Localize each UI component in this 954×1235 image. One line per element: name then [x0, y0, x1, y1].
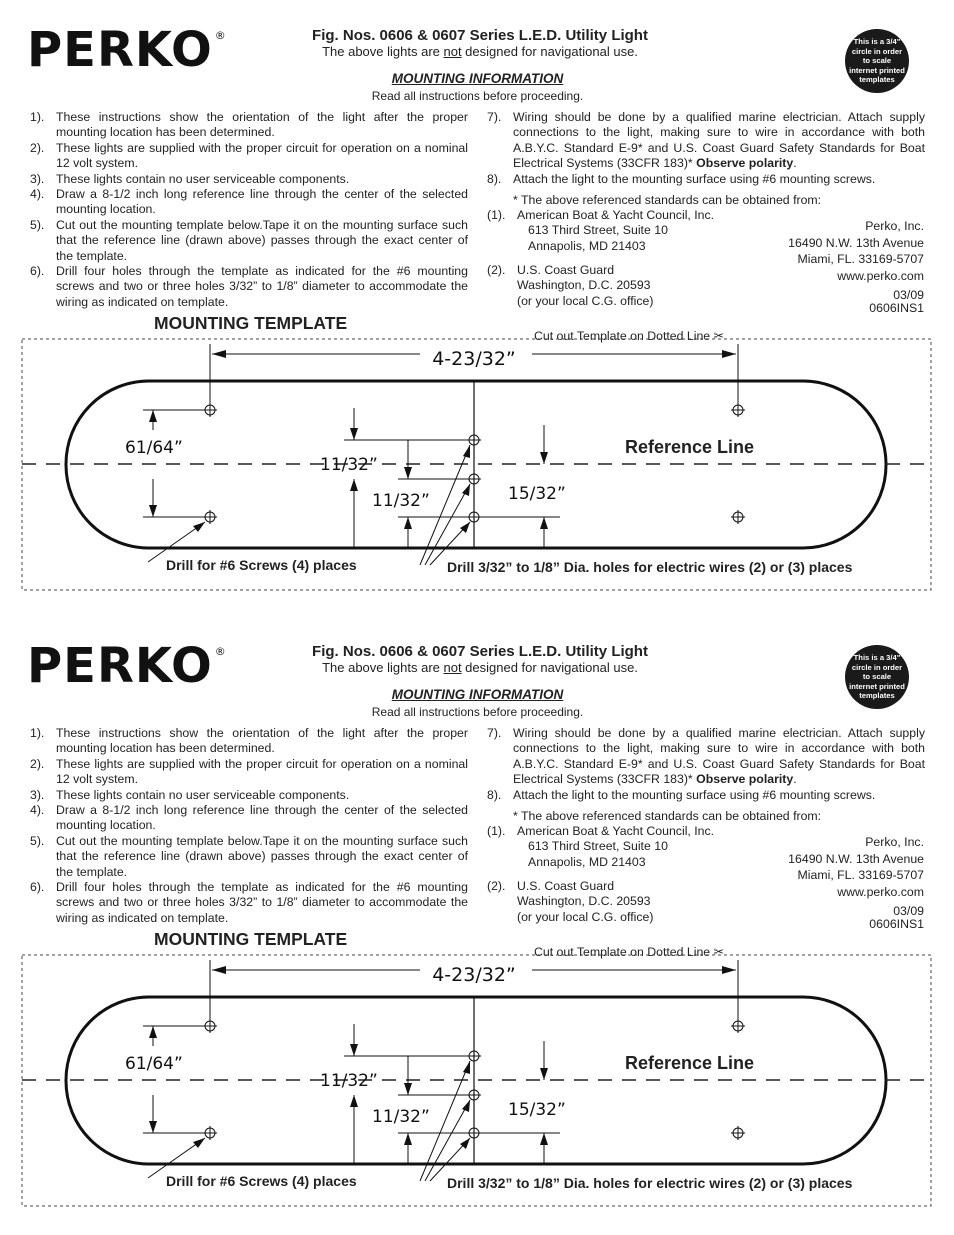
ref-abyc: (1). American Boat & Yacht Council, Inc. 613 Third Street, Suite 10 Annapolis, MD 21403	[487, 824, 715, 869]
instruction-item: 3). These lights contain no user serviceable components.	[30, 787, 350, 802]
dim-width: 4-23/32”	[432, 348, 516, 370]
dim-b: 11/32”	[372, 1107, 430, 1127]
mounting-template-drawing	[0, 616, 954, 1231]
mounting-template-drawing	[0, 0, 954, 615]
instruction-item: 2). These lights are supplied with the proper circuit for operation on a nominal 12 volt system.	[30, 140, 468, 171]
dim-a: 11/32”	[320, 455, 378, 475]
perko-logo: PERKO ®	[27, 22, 227, 78]
ref-uscg: (2). U.S. Coast Guard Washington, D.C. 20593 (or your local C.G. office)	[487, 263, 654, 308]
mounting-info-subtitle: Read all instructions before proceeding.	[371, 705, 584, 719]
ref-abyc: (1). American Boat & Yacht Council, Inc. 613 Third Street, Suite 10 Annapolis, MD 21403	[487, 208, 715, 253]
scale-circle: This is a 3/4" circle in order to scale internet printed templates	[845, 29, 909, 93]
dim-height: 61/64”	[125, 1054, 183, 1074]
dim-b: 11/32”	[372, 491, 430, 511]
mounting-template-title: MOUNTING TEMPLATE	[154, 313, 348, 333]
instruction-item: 8). Attach the light to the mounting surface using #6 mounting screws.	[487, 171, 876, 186]
scissors-icon: ✂	[713, 329, 724, 343]
dim-width: 4-23/32”	[432, 964, 516, 986]
instruction-sheet-bottom	[0, 616, 954, 1231]
dim-c: 15/32”	[508, 484, 566, 504]
instruction-item: 1). These instructions show the orientation of the light after the proper mounting location has been determined.	[30, 726, 468, 756]
instruction-sheet-top	[0, 0, 954, 615]
dim-a: 11/32”	[320, 1071, 378, 1091]
instruction-item: 5). Cut out the mounting template below.Tape it on the mounting surface such that the reference line (drawn above) passes through the exact center of the template.	[30, 217, 468, 263]
refs-note: * The above referenced standards can be obtained from:	[513, 193, 822, 207]
instruction-item: 8). Attach the light to the mounting surface using #6 mounting screws.	[487, 787, 876, 802]
scale-circle: This is a 3/4" circle in order to scale internet printed templates	[845, 645, 909, 709]
template-outline	[66, 997, 886, 1164]
cutout-label: Cut out Template on Dotted Line ✂	[534, 945, 724, 959]
mounting-info-title: MOUNTING INFORMATION	[391, 687, 564, 702]
mounting-info-subtitle: Read all instructions before proceeding.	[371, 89, 584, 103]
ref-uscg: (2). U.S. Coast Guard Washington, D.C. 20593 (or your local C.G. office)	[487, 879, 654, 924]
fig-subtitle: The above lights are not designed for navigational use.	[322, 44, 638, 59]
refs-note: * The above referenced standards can be obtained from:	[513, 809, 822, 823]
drill-wires-label: Drill 3/32” to 1/8” Dia. holes for electric wires (2) or (3) places	[447, 1175, 853, 1191]
fig-subtitle: The above lights are not designed for navigational use.	[322, 660, 638, 675]
drill-screws-label: Drill for #6 Screws (4) places	[166, 557, 357, 573]
scissors-icon: ✂	[713, 945, 724, 959]
instruction-item: 5). Cut out the mounting template below.Tape it on the mounting surface such that the reference line (drawn above) passes through the exact center of the template.	[30, 833, 468, 879]
instruction-item: 6). Drill four holes through the template as indicated for the #6 mounting screws and two or three holes 3/32” to 1/8” diameter to accommodate the wiring as indicated on template.	[30, 264, 468, 309]
fig-title: Fig. Nos. 0606 & 0607 Series L.E.D. Utility Light	[312, 27, 648, 44]
dim-c: 15/32”	[508, 1100, 566, 1120]
fig-title: Fig. Nos. 0606 & 0607 Series L.E.D. Utility Light	[312, 643, 648, 660]
drill-screws-label: Drill for #6 Screws (4) places	[166, 1173, 357, 1189]
instruction-item: 7). Wiring should be done by a qualified marine electrician. Attach supply connections to the light, making sure to wire in accordance with both A.B.Y.C. Standard E-9* and U.S. Coast Guard Safety Standards for Boat Electrical Systems (33CFR 183)* Observe polarity.	[487, 110, 925, 171]
instruction-item: 1). These instructions show the orientation of the light after the proper mounting location has been determined.	[30, 110, 468, 140]
perko-address: Perko, Inc. 16490 N.W. 13th Avenue Miami, FL. 33169-5707 www.perko.com	[788, 219, 924, 283]
instruction-item: 6). Drill four holes through the template as indicated for the #6 mounting screws and two or three holes 3/32” to 1/8” diameter to accommodate the wiring as indicated on template.	[30, 880, 468, 925]
instruction-item: 7). Wiring should be done by a qualified marine electrician. Attach supply connections to the light, making sure to wire in accordance with both A.B.Y.C. Standard E-9* and U.S. Coast Guard Safety Standards for Boat Electrical Systems (33CFR 183)* Observe polarity.	[487, 726, 925, 787]
mounting-info-title: MOUNTING INFORMATION	[391, 71, 564, 86]
instruction-item: 4). Draw a 8-1/2 inch long reference line through the center of the selected mounting location.	[30, 187, 468, 217]
instruction-item: 4). Draw a 8-1/2 inch long reference line through the center of the selected mounting location.	[30, 803, 468, 833]
doc-codes: 03/09 0606INS1	[869, 288, 924, 315]
template-outline	[66, 381, 886, 548]
perko-address: Perko, Inc. 16490 N.W. 13th Avenue Miami, FL. 33169-5707 www.perko.com	[788, 835, 924, 899]
reference-line-label: Reference Line	[625, 437, 755, 457]
doc-codes: 03/09 0606INS1	[869, 904, 924, 931]
reference-line-label: Reference Line	[625, 1053, 755, 1073]
instruction-item: 3). These lights contain no user serviceable components.	[30, 171, 350, 186]
dim-height: 61/64”	[125, 438, 183, 458]
perko-logo: PERKO ®	[27, 638, 227, 694]
drill-wires-label: Drill 3/32” to 1/8” Dia. holes for electric wires (2) or (3) places	[447, 559, 853, 575]
cutout-label: Cut out Template on Dotted Line ✂	[534, 329, 724, 343]
mounting-template-title: MOUNTING TEMPLATE	[154, 929, 348, 949]
instruction-item: 2). These lights are supplied with the proper circuit for operation on a nominal 12 volt system.	[30, 756, 468, 787]
